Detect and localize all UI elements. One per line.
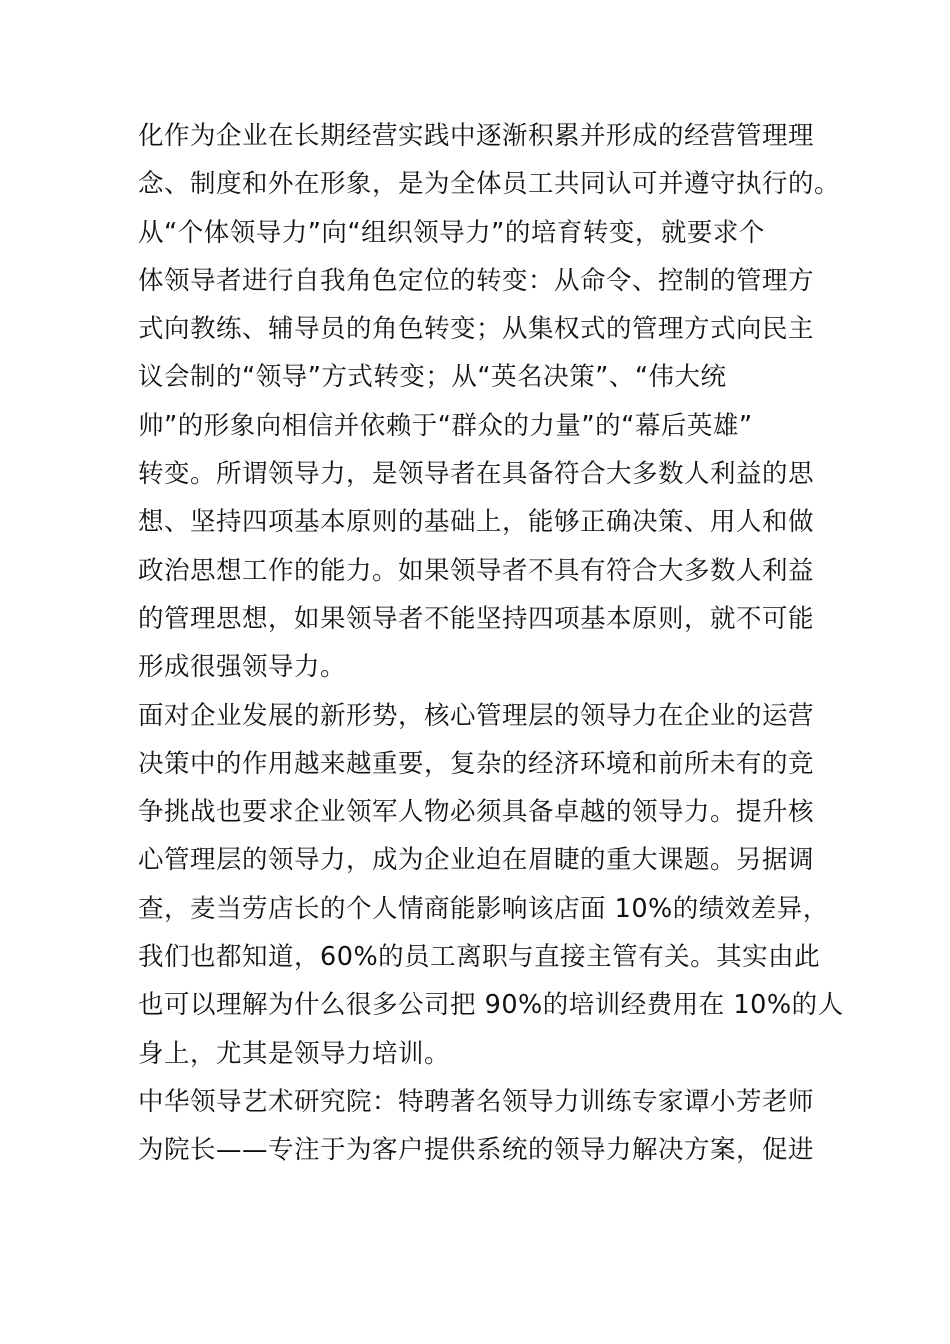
text-line: 心管理层的领导力，成为企业迫在眉睫的重大课题。另据调 [138,845,815,876]
text-line: 念、制度和外在形象，是为全体员工共同认可并遵守执行的。 [138,169,841,200]
text-line: 查，麦当劳店长的个人情商能影响该店面 10%的绩效差异， [138,893,829,924]
text-line: 形成很强领导力。 [138,652,347,683]
text-line: 身上，尤其是领导力培训。 [138,1038,451,1069]
paragraph-1 [138,112,841,209]
paragraph-2 [138,209,838,692]
text-line: 体领导者进行自我角色定位的转变：从命令、控制的管理方 [138,265,815,296]
text-line: 决策中的作用越来越重要，复杂的经济环境和前所未有的竞 [138,748,815,779]
paragraph-3 [138,692,844,1078]
text-line: 的管理思想，如果领导者不能坚持四项基本原则，就不可能 [138,603,815,634]
text-line: 从“个体领导力”向“组织领导力”的培育转变，就要求个 [138,217,765,248]
text-line: 为院长——专注于为客户提供系统的领导力解决方案，促进 [138,1135,815,1166]
text-line: 中华领导艺术研究院：特聘著名领导力训练专家谭小芳老师 [138,1086,815,1117]
text-line: 议会制的“领导”方式转变；从“英名决策”、“伟大统 [138,362,727,393]
text-line: 化作为企业在长期经营实践中逐渐积累并形成的经营管理理 [138,121,815,151]
text-line: 式向教练、辅导员的角色转变；从集权式的管理方式向民主 [138,314,815,345]
text-line: 我们也都知道，60%的员工离职与直接主管有关。其实由此 [138,942,821,973]
text-line: 也可以理解为什么很多公司把 90%的培训经费用在 10%的人 [138,990,844,1021]
text-line: 转变。所谓领导力，是领导者在具备符合大多数人利益的思 [138,459,815,490]
document-body [138,112,844,1175]
text-line: 政治思想工作的能力。如果领导者不具有符合大多数人利益 [138,555,815,586]
text-line: 面对企业发展的新形势，核心管理层的领导力在企业的运营 [138,700,815,731]
text-line: 争挑战也要求企业领军人物必须具备卓越的领导力。提升核 [138,797,815,828]
text-line: 想、坚持四项基本原则的基础上，能够正确决策、用人和做 [138,507,815,538]
text-line: 帅”的形象向相信并依赖于“群众的力量”的“幕后英雄” [138,410,753,441]
paragraph-4 [138,1078,838,1175]
